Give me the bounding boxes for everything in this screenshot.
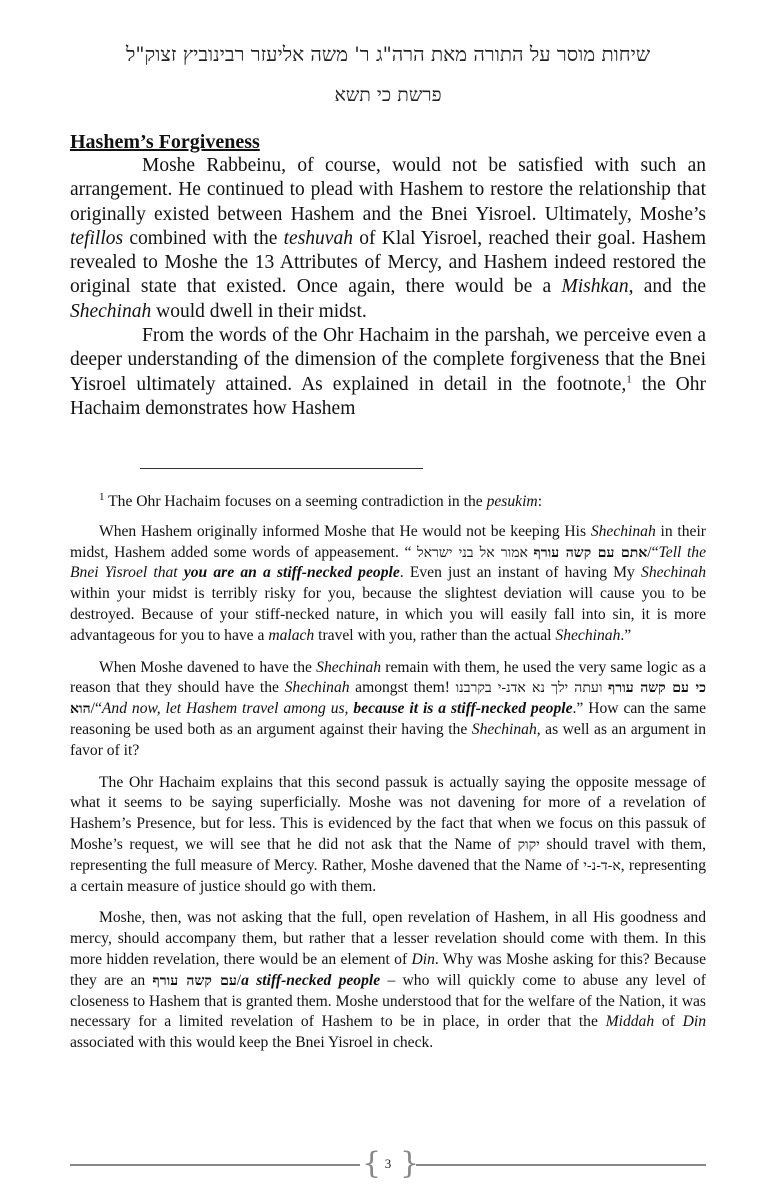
text-run: travel with you, rather than the actual (314, 626, 556, 644)
footer-brace-left: { (362, 1146, 382, 1181)
paragraph-1 (70, 154, 706, 324)
italic-term: Shechinah (471, 720, 537, 738)
italic-term: Shechinah (70, 300, 152, 322)
text-run: The Ohr Hachaim explains that this second passuk is actually saying the opposite message of what it seems to be saying superficially. Moshe was not davening for more of a revelation of Hashem’s Presence, but for less. This is evidenced by the fact that when we focus on this passuk of Moshe’s request, we will see that he did not ask that the Name of (70, 773, 706, 853)
text-run: When Hashem originally informed Moshe that He would not be keeping His (99, 522, 591, 540)
footnote-reference[interactable]: 1 (626, 373, 632, 386)
text-run: /“ (647, 543, 659, 561)
text-run: / (236, 971, 242, 989)
text-run: combined with the (123, 227, 284, 249)
text-run: of (654, 1013, 683, 1031)
hebrew-name: יקוק (517, 836, 540, 853)
italic-term: Shechinah (555, 626, 621, 644)
text-run: remain with them, he used the very same logic as a reason that they should have the (70, 658, 707, 697)
text-run: . Even just an instant of having My (399, 564, 642, 582)
text-run: would dwell in their midst. (151, 300, 367, 322)
bold-italic-quote: because it is a stiff-necked people (353, 700, 573, 718)
text-run: From the words of the Ohr Hachaim in the parshah, we perceive even a deeper understanding of the dimension of the complete forgiveness that the Bnei Yisroel ultimately attained. As explained in detail in the footnote, (70, 325, 706, 395)
text-run: should travel with them, representing the full measure of Mercy. Rather, Moshe davened that the Name of (70, 835, 706, 874)
hebrew-quote-bold: כי עם קשה עורף הוא (70, 680, 706, 718)
footer-rule-left (70, 1164, 360, 1166)
hebrew-quote: ועתה ילך נא אדנ-י בקרבנו (455, 680, 603, 697)
footnote-paragraph-3 (70, 658, 706, 762)
footnote-marker: 1 (99, 490, 105, 503)
main-text (70, 154, 706, 421)
footer-rule-right (416, 1164, 706, 1166)
text-run: . Why was Moshe asking for this? Because they are an (70, 950, 706, 989)
hebrew-header-title: שיחות מוסר על התורה מאת הרה"ג ר' משה אליעזר רבינוביץ זצוק"ל (125, 42, 651, 66)
italic-term: Mishkan (561, 276, 629, 298)
hebrew-header-parshah: פרשת כי תשא (334, 84, 442, 106)
paragraph-2 (70, 324, 706, 421)
hebrew-quote-bold: אתם עם קשה עורף (533, 544, 648, 561)
text-run: – who will quickly come to abuse any level of closeness to Hashem that is granted them. Moshe understood that for the welfare of the Nation, it was necessary for a limited revelation of Hashem to be in place, in order that the (70, 971, 706, 1031)
text-run: amongst them! (349, 679, 456, 697)
italic-term: malach (268, 626, 315, 644)
text-run: Moshe Rabbeinu, of course, would not be satisfied with such an arrangement. He continued to plead with Hashem to restore the relationship that originally existed between Hashem and the Bnei Yisroel. Ultimately, Moshe’s (70, 155, 706, 225)
text-run: the Ohr Hachaim demonstrates how Hashem (70, 373, 706, 419)
text-run: within your midst is terribly risky for you, because the slightest deviation will cause you to be destroyed. Because of your stiff-necked nature, in which you will easily fall into sin, it is more advantageous for you to have a (70, 585, 706, 644)
italic-term: Shechinah (284, 679, 350, 697)
text-run: in their midst, Hashem added some words of appeasement. “ (70, 522, 706, 561)
italic-term: pesukim (486, 493, 538, 510)
footnote-paragraph-5 (70, 908, 706, 1054)
bold-italic-quote: you are an a stiff-necked people (183, 564, 400, 582)
hebrew-quote: אמור אל בני ישראל (417, 544, 528, 561)
italic-term: teshuvah (283, 227, 353, 249)
italic-quote: And now, let Hashem travel among us, (101, 700, 354, 718)
bold-italic-quote: a stiff-necked people (241, 971, 381, 989)
italic-term: Din (682, 1013, 706, 1031)
footnote-section (70, 492, 706, 1065)
footer-brace-right: } (400, 1146, 420, 1181)
text-run: Moshe, then, was not asking that the full, open revelation of Hashem, in all His goodness and mercy, should accompany them, but rather that a lesser revelation should come with them. In this more hidden revelation, there would be an element of (70, 909, 706, 968)
text-run: , representing a certain measure of justice should go with them. (70, 856, 706, 895)
text-run: : (537, 493, 543, 510)
text-run: /“ (90, 700, 102, 718)
italic-term: Shechinah (590, 522, 656, 540)
italic-term: tefillos (70, 227, 124, 249)
text-run: The Ohr Hachaim focuses on a seeming contradiction in the (104, 493, 487, 510)
italic-term: Middah (605, 1013, 655, 1031)
page-number: 3 (384, 1156, 392, 1171)
text-run: of Klal Yisroel, reached their goal. Hashem revealed to Moshe the 13 Attributes of Mercy, and Hashem indeed restored the original state that existed. Once again, there would be a (70, 227, 706, 298)
text-run: associated with this would keep the Bnei Yisroel in check. (70, 1034, 434, 1052)
italic-term: Din (411, 950, 435, 968)
section-title: Hashem’s Forgiveness (70, 131, 260, 153)
footnote-paragraph-2 (70, 522, 706, 647)
italic-quote: Tell the Bnei Yisroel that (70, 543, 707, 582)
text-run: , and the (628, 276, 706, 298)
page-footer (70, 1148, 706, 1188)
text-run: When Moshe davened to have the (99, 658, 317, 676)
footnote-separator (140, 468, 423, 469)
text-run: , as well as an argument in favor of it? (70, 720, 706, 759)
text-run: .” How can the same reasoning be used both as an argument against their having the (70, 700, 706, 738)
italic-term: Shechinah (316, 658, 382, 676)
text-run: .” (620, 626, 632, 644)
footnote-1-intro (70, 492, 706, 513)
hebrew-name: א-ד-נ-י (583, 857, 621, 874)
italic-term: Shechinah (641, 564, 706, 582)
hebrew-quote-bold: עם קשה עורף (152, 972, 237, 989)
footnote-paragraph-4 (70, 773, 706, 898)
